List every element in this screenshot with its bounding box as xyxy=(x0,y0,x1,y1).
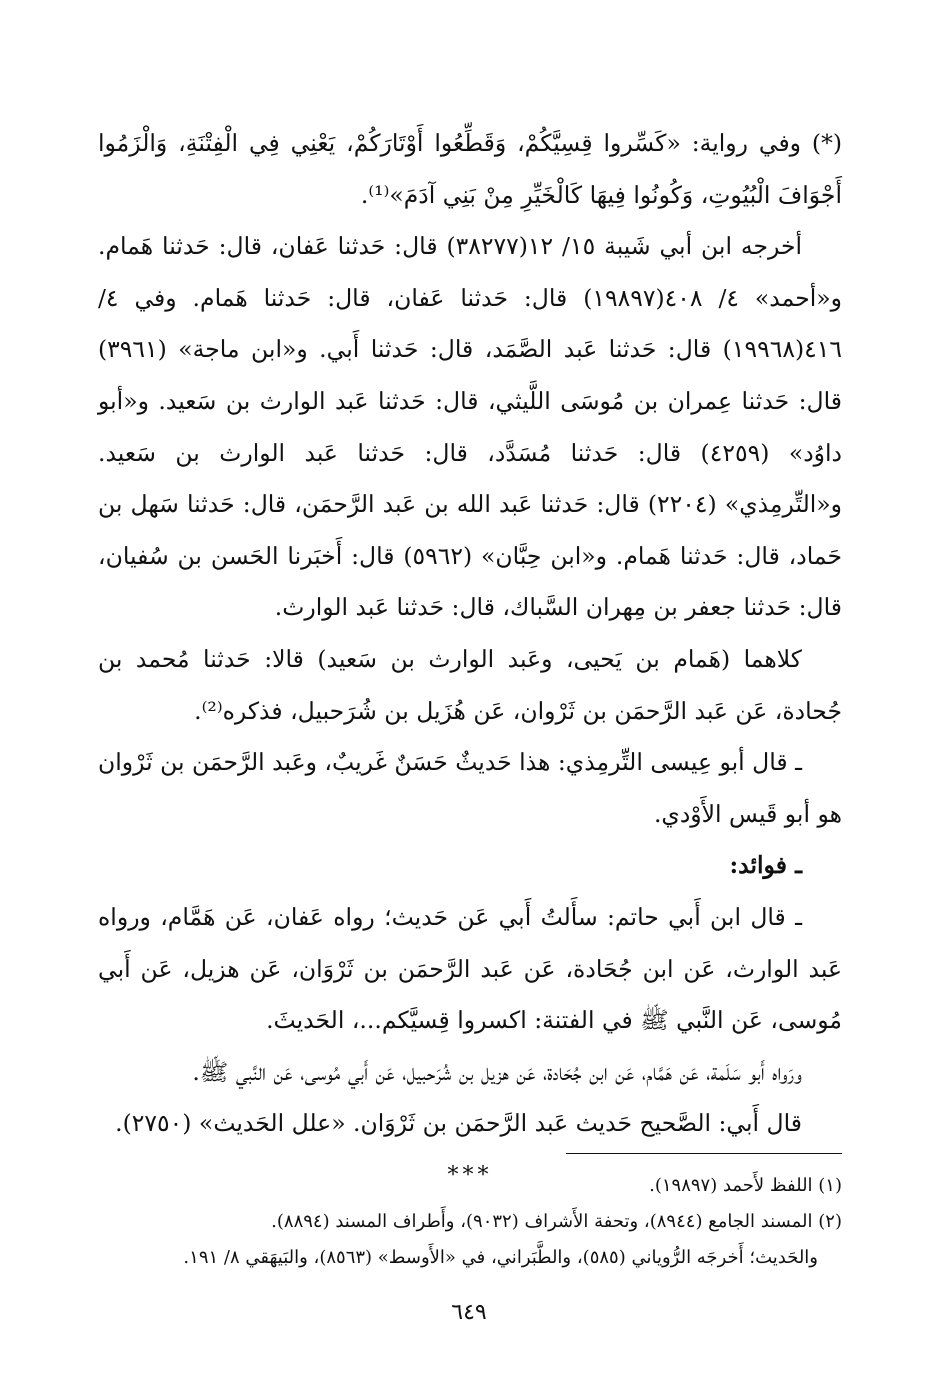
footnote-1: (١) اللفظ لأَحمد (١٩٨٩٧). xyxy=(649,1175,842,1196)
abu-hatim-paragraph: ـ قال ابن أَبي حاتم: سأَلتُ أَبي عَن حَديث؛ رواه عَفان، عَن هَمَّام، ورواه عَبد الوارث، عَن ابن جُحَادة، عَن عَبد الرَّحمَن بن ثَرْوَان، عَن هزيل، عَن أَبي مُوسى، عَن النَّبي ﷺ في الفتنة: اكسروا قِسيَّكم...، الحَديثَ. xyxy=(98,902,842,1035)
footnote-rule xyxy=(566,1153,842,1154)
ilal-paragraph: قال أَبي: الصَّحيح حَديث عَبد الرَّحمَن بن ثَرْوَان. «علل الحَديث» (٢٧٥٠). xyxy=(115,1109,802,1138)
footnote-2: (٢) المسند الجامع (٨٩٤٤)، وتحفة الأَشراف (٩٠٣٢)، وأَطراف المسند (٨٨٩٤). xyxy=(271,1211,842,1232)
chain-paragraph: كلاهما (هَمام بن يَحيى، وعَبد الوارث بن سَعيد) قالا: حَدثنا مُحمد بن جُحادة، عَن عَبد الرَّحمَن بن ثَرْوان، عَن هُزَيل بن شُرَحبيل، فذكره⁽²⁾. xyxy=(98,644,842,725)
hadith-text: (*) وفي رواية: «كَسِّروا قِسِيَّكُمْ، وَقَطِّعُوا أَوْتَارَكُمْ، يَعْنِي فِي الْفِتْنَةِ، وَالْزَمُوا أَجْوَافَ الْبُيُوتِ، وَكُونُوا فِيهَا كَالْخَيِّرِ مِنْ بَنِي آدَمَ»⁽¹⁾. xyxy=(98,129,842,209)
footnotes xyxy=(98,1168,842,1276)
page-number: ٦٤٩ xyxy=(451,1300,487,1325)
tirmidhi-comment: ـ قال أبو عِيسى التِّرمِذي: هذا حَديثٌ حَسَنٌ غَريبٌ، وعَبد الرَّحمَن بن ثَرْوان هو أبو قَيس الأَوْدي. xyxy=(98,748,842,828)
main-text xyxy=(98,118,842,1223)
benefits-heading: ـ فوائد: xyxy=(729,851,802,880)
abu-salama-paragraph: ورَواه أَبو سَلَمة، عَن هَمَّام، عَن ابن جُحَادة، عَن هزيل بن شُرَحبيل، عَن أَبي مُوسى، عَن النَّبي ﷺ. xyxy=(192,1057,802,1086)
section-separator: *** xyxy=(447,1162,493,1188)
footnote-2-continuation: والحَديث؛ أَخرجَه الرُّوياني (٥٨٥)، والطَّبَراني، في «الأَوسط» (٨٥٦٣)، والبَيهَقي ٨/ ١٩١. xyxy=(183,1247,818,1268)
takhrij-paragraph: أخرجه ابن أبي شَيبة ١٥/ ١٢(٣٨٢٧٧) قال: حَدثنا عَفان، قال: حَدثنا هَمام. و«أحمد» ٤/ ٤٠٨(١٩٨٩٧) قال: حَدثنا عَفان، قال: حَدثنا هَمام. وفي ٤/ ٤١٦(١٩٩٦٨) قال: حَدثنا عَبد الصَّمَد، قال: حَدثنا أَبي. و«ابن ماجة» (٣٩٦١) قال: حَدثنا عِمران بن مُوسَى اللَّيثي، قال: حَدثنا عَبد الوارث بن سَعيد. و«أبو داوُد» (٤٢٥٩) قال: حَدثنا مُسَدَّد، قال: حَدثنا عَبد الوارث بن سَعيد. و«التِّرمِذي» (٢٢٠٤) قال: حَدثنا عَبد الله بن عَبد الرَّحمَن، قال: حَدثنا سَهل بن حَماد، قال: حَدثنا هَمام. و«ابن حِبَّان» (٥٩٦٢) قال: أَخبَرنا الحَسن بن سُفيان، قال: حَدثنا جعفر بن مِهران السَّباك، قال: حَدثنا عَبد الوارث. xyxy=(98,232,843,622)
